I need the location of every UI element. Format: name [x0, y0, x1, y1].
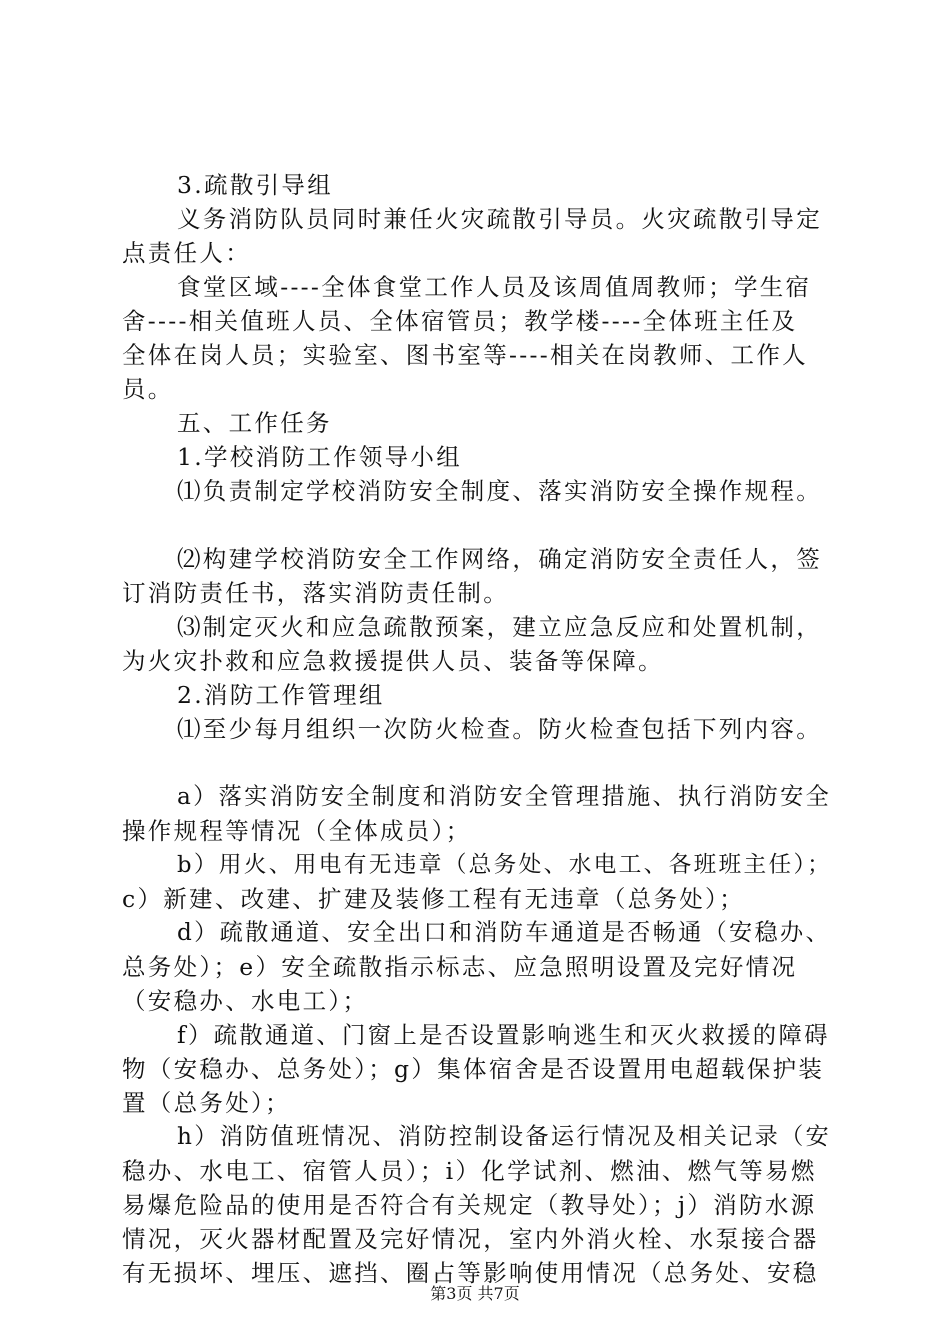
body-line: a）落实消防安全制度和消防安全管理措施、执行消防安全 [177, 783, 832, 810]
body-line: c）新建、改建、扩建及装修工程有无违章（总务处）； [122, 885, 745, 913]
body-line: ⑵构建学校消防安全工作网络，确定消防安全责任人，签 [177, 545, 822, 573]
page-number: 第3页 [430, 1284, 473, 1303]
body-line: 总务处）；e）安全疏散指示标志、应急照明设置及完好情况 [122, 953, 798, 981]
page-total: 共7页 [477, 1284, 520, 1303]
body-line: 3.疏散引导组 [177, 171, 334, 199]
body-line: 稳办、水电工、宿管人员）；i）化学试剂、燃油、燃气等易燃 [122, 1157, 817, 1185]
subsection-heading: 1.学校消防工作领导小组 [177, 443, 463, 471]
body-line: h）消防值班情况、消防控制设备运行情况及相关记录（安 [177, 1123, 832, 1150]
body-line: 为火灾扑救和应急救援提供人员、装备等保障。 [122, 647, 664, 675]
body-line: 全体在岗人员；实验室、图书室等----相关在岗教师、工作人 [122, 341, 808, 369]
body-line: ⑶制定灭火和应急疏散预案，建立应急反应和处置机制， [177, 613, 822, 641]
body-line: ⑴至少每月组织一次防火检查。防火检查包括下列内容。 [177, 715, 822, 743]
body-line: f）疏散通道、门窗上是否设置影响逃生和灭火救援的障碍 [177, 1021, 830, 1049]
body-line: 员。 [122, 375, 174, 403]
body-line: 舍----相关值班人员、全体宿管员；教学楼----全体班主任及 [122, 307, 798, 335]
body-line: 点责任人： [122, 239, 251, 267]
section-heading: 五、工作任务 [177, 409, 332, 437]
body-line: （安稳办、水电工）； [122, 987, 369, 1015]
body-line: 义务消防队员同时兼任火灾疏散引导员。火灾疏散引导定 [177, 205, 822, 233]
body-line: 有无损坏、埋压、遮挡、圈占等影响使用情况（总务处、安稳 [122, 1259, 819, 1287]
body-line: ⑴负责制定学校消防安全制度、落实消防安全操作规程。 [177, 477, 822, 505]
body-line: b）用火、用电有无违章（总务处、水电工、各班班主任）； [177, 852, 833, 878]
subsection-heading: 2.消防工作管理组 [177, 681, 385, 709]
body-line: 食堂区域----全体食堂工作人员及该周值周教师；学生宿 [177, 273, 812, 301]
page-footer [0, 1284, 950, 1304]
body-line: d）疏散通道、安全出口和消防车通道是否畅通（安稳办、 [177, 919, 831, 946]
body-line: 订消防责任书，落实消防责任制。 [122, 579, 509, 607]
body-line: 操作规程等情况（全体成员）； [122, 817, 472, 845]
body-line: 易爆危险品的使用是否符合有关规定（教导处）；j）消防水源 [122, 1191, 817, 1219]
body-line: 置（总务处）； [122, 1089, 291, 1117]
body-line: 物（安稳办、总务处）；g）集体宿舍是否设置用电超载保护装 [122, 1055, 825, 1083]
body-line: 情况，灭火器材配置及完好情况，室内外消火栓、水泵接合器 [122, 1225, 819, 1253]
